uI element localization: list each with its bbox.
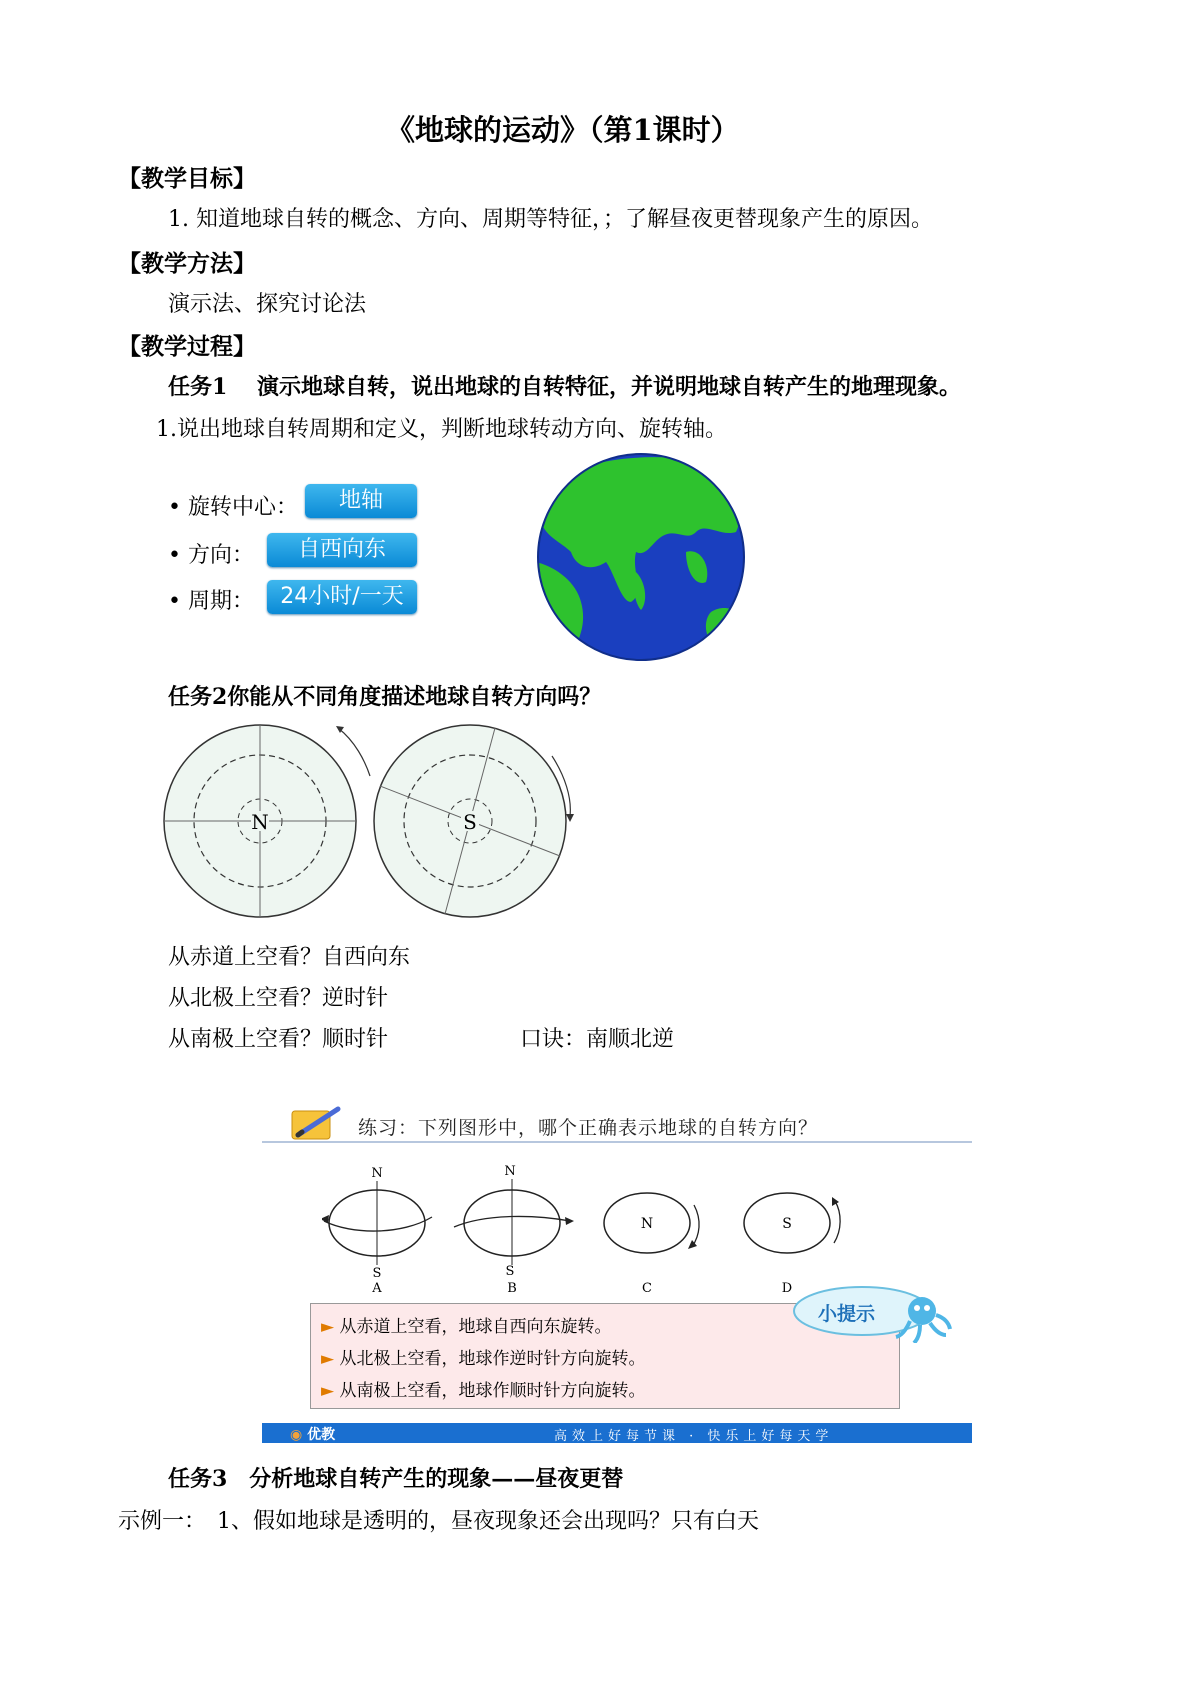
tip-arrow-icon: ► xyxy=(321,1317,335,1337)
figure-a xyxy=(322,1166,432,1295)
footer-slogan: 高效上好每节课 · 快乐上好每天学 xyxy=(554,1429,834,1444)
task1-question: 1.说出地球自转周期和定义，判断地球转动方向、旋转轴。 xyxy=(156,417,727,442)
exercise-slide xyxy=(262,1105,972,1443)
bullet-label-center: • 旋转中心： xyxy=(168,495,298,520)
figure-b-s: S xyxy=(505,1264,515,1279)
footer-logo-text: 优教 xyxy=(307,1427,336,1443)
slide-footer xyxy=(262,1423,972,1443)
task3-heading: 任务3 分析地球自转产生的现象——昼夜更替 xyxy=(168,1466,624,1492)
figure-c xyxy=(604,1193,699,1295)
figure-c-n: N xyxy=(640,1216,654,1232)
label-a: A xyxy=(372,1281,382,1295)
figure-b-n: N xyxy=(504,1165,516,1179)
label-n: N xyxy=(251,810,269,834)
label-d: D xyxy=(781,1281,793,1295)
view-line-north: 从北极上空看？逆时针 xyxy=(168,986,389,1011)
tip-row-3 xyxy=(321,1376,645,1401)
figure-d-s: S xyxy=(782,1216,792,1232)
figure-a-n: N xyxy=(371,1166,383,1181)
view-line-south: 从南极上空看？顺时针 xyxy=(168,1027,389,1052)
goal-item: 1. 知道地球自转的概念、方向、周期等特征，；了解昼夜更替现象产生的原因。 xyxy=(168,207,933,232)
task3-example: 示例一： 1、假如地球是透明的，昼夜现象还会出现吗？只有白天 xyxy=(118,1509,759,1534)
task2-heading: 任务2你能从不同角度描述地球自转方向吗？ xyxy=(168,684,602,710)
globe-illustration xyxy=(536,452,746,662)
tip-text-1: 从赤道上空看，地球自西向东旋转。 xyxy=(339,1317,612,1337)
method-text: 演示法、探究讨论法 xyxy=(168,292,367,317)
label-c: C xyxy=(642,1281,652,1295)
tip-row-1 xyxy=(321,1312,611,1337)
pill-period: 24小时/一天 xyxy=(267,580,417,614)
label-b: B xyxy=(507,1281,517,1295)
pill-axis: 地轴 xyxy=(305,484,417,518)
pencil-note-icon xyxy=(290,1105,346,1143)
bullet-label-direction: • 方向： xyxy=(168,543,254,568)
task1-heading: 任务1 演示地球自转，说出地球的自转特征，并说明地球自转产生的地理现象。 xyxy=(168,374,961,400)
tip-arrow-icon: ► xyxy=(321,1381,335,1401)
mnemonic: 口诀：南顺北逆 xyxy=(520,1027,675,1052)
section-method: 【教学方法】 xyxy=(118,250,256,277)
pill-direction: 自西向东 xyxy=(267,533,417,567)
figure-a-s: S xyxy=(372,1266,382,1281)
exercise-title-rule xyxy=(262,1141,972,1143)
tip-arrow-icon: ► xyxy=(321,1349,335,1369)
tip-badge-label: 小提示 xyxy=(818,1303,876,1325)
polar-diagrams xyxy=(160,716,600,926)
footer-logo xyxy=(290,1424,335,1444)
exercise-title: 练习：下列图形中，哪个正确表示地球的自转方向？ xyxy=(358,1117,819,1139)
logo-swirl-icon: ◉ xyxy=(290,1427,303,1443)
tip-text-2: 从北极上空看，地球作逆时针方向旋转。 xyxy=(339,1349,646,1369)
view-line-equator: 从赤道上空看？自西向东 xyxy=(168,945,411,970)
tip-text-3: 从南极上空看，地球作顺时针方向旋转。 xyxy=(339,1381,646,1401)
label-s: S xyxy=(463,810,477,834)
section-process: 【教学过程】 xyxy=(118,333,256,360)
section-goal: 【教学目标】 xyxy=(118,165,256,192)
exercise-figures xyxy=(322,1165,922,1295)
figure-d xyxy=(744,1193,840,1295)
bullet-label-period: • 周期： xyxy=(168,589,254,614)
page-title: 《地球的运动》（第1课时） xyxy=(386,113,740,147)
tip-row-2 xyxy=(321,1344,645,1369)
figure-b xyxy=(454,1165,574,1295)
